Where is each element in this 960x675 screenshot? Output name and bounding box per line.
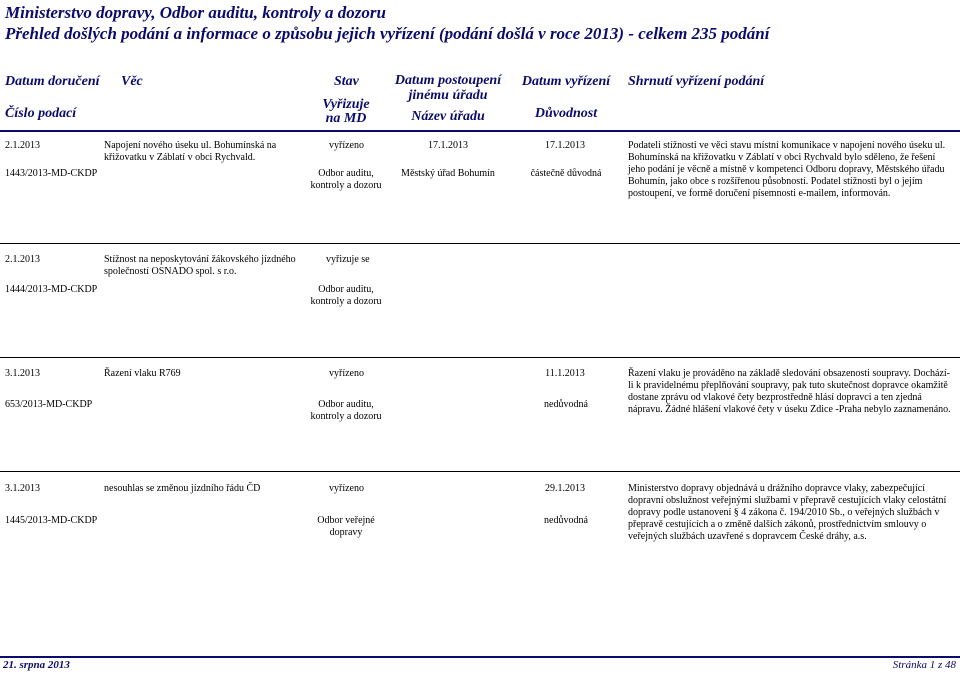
- col-datum-vyrizeni: Datum vyřízení: [521, 74, 611, 89]
- row-number: 1444/2013-MD-CKDP: [5, 284, 98, 295]
- row-status: vyřízeno: [329, 140, 364, 151]
- col-jinemu-uradu: jinému úřadu: [408, 88, 488, 103]
- row-date: 2.1.2013: [5, 140, 40, 151]
- row-status: vyřizuje se: [326, 254, 370, 265]
- page-title: Ministerstvo dopravy, Odbor auditu, kontroly a dozoru: [5, 3, 386, 22]
- col-duvodnost: Důvodnost: [534, 106, 598, 121]
- row-separator: [0, 471, 960, 472]
- row-merit: nedůvodná: [544, 515, 588, 526]
- row-date: 2.1.2013: [5, 254, 40, 265]
- row-merit: částečně důvodná: [530, 168, 602, 179]
- col-nazev-uradu: Název úřadu: [411, 109, 485, 124]
- row-date: 3.1.2013: [5, 483, 40, 494]
- row-handler: Odbor auditu, kontroly a dozoru: [310, 284, 382, 307]
- row-handler: Odbor veřejné dopravy: [317, 515, 375, 538]
- row-handler: Odbor auditu, kontroly a dozoru: [310, 168, 382, 191]
- row-summary: Řazení vlaku je prováděno na základě sledování obsazenosti soupravy. Dochází-li k pravidelnému přeplňování soupravy, pak tuto skutečnost dopravce okamžitě dostane zprávu od vlakové čety bezprostředně hlásí dopravci a ten zjedná nápravu. Žádné hlášení vlakové čety v úseku Zdice -Praha nebylo zaznamenáno.: [628, 368, 951, 415]
- footer-page-number: Stránka 1 z 48: [892, 659, 956, 671]
- page-subtitle: Přehled došlých podání a informace o způsobu jejich vyřízení (podání došlá v roce 2013) - celkem 235 podání: [5, 24, 770, 43]
- row-date: 3.1.2013: [5, 368, 40, 379]
- row-subject: nesouhlas se změnou jízdního řádu ČD: [104, 483, 261, 494]
- row-summary: Podateli stížnosti ve věci stavu místní komunikace v napojení nového úseku ul. Bohumínská na křižovatku v Záblatí v obci Rychvald bylo sděleno, že řešení jeho podání je věcně a místně v kompetenci Odboru dopravy, Městského úřadu Bohumín, jako obce s rozšířenou působností. Podatel stížnosti byl o jejím postoupení, ve formě doručení písemnosti e-mailem, informován.: [628, 140, 946, 199]
- footer-rule: [0, 656, 960, 658]
- row-handler: Odbor auditu, kontroly a dozoru: [310, 399, 382, 422]
- row-resolved-date: 17.1.2013: [545, 140, 585, 151]
- col-cislo-podaci: Číslo podací: [5, 106, 77, 121]
- row-office: Městský úřad Bohumín: [401, 168, 495, 179]
- row-separator: [0, 357, 960, 358]
- row-subject: Napojení nového úseku ul. Bohumínská na křižovatku v Záblatí v obci Rychvald.: [104, 140, 277, 163]
- col-na-md: na MD: [325, 111, 367, 126]
- row-status: vyřízeno: [329, 483, 364, 494]
- row-status: vyřízeno: [329, 368, 364, 379]
- col-datum-doruceni: Datum doručení: [5, 74, 100, 89]
- col-stav: Stav: [334, 74, 359, 89]
- row-forward-date: 17.1.2013: [428, 140, 468, 151]
- row-summary: Ministerstvo dopravy objednává u drážního dopravce vlaky, zabezpečující dopravní obslužnost veřejnými službami v přepravě cestujících vlaky celostátní dopravy podle ustanovení § 4 zákona č. 194/2010 Sb., o veřejných službách v přepravě cestujících a o změně dalších zákonů, prostřednictvím smlouvy o veřejných službách uzavřené s dopravcem České dráhy, a.s.: [628, 483, 947, 542]
- footer-date: 21. srpna 2013: [3, 659, 70, 671]
- row-resolved-date: 11.1.2013: [545, 368, 585, 379]
- row-number: 1443/2013-MD-CKDP: [5, 168, 98, 179]
- row-separator: [0, 243, 960, 244]
- row-subject: Řazení vlaku R769: [104, 368, 181, 379]
- col-vec: Věc: [121, 74, 143, 89]
- header-rule: [0, 130, 960, 132]
- row-subject: Stížnost na neposkytování žákovského jízdného společností OSNADO spol. s r.o.: [104, 254, 296, 277]
- row-resolved-date: 29.1.2013: [545, 483, 585, 494]
- col-shrnuti: Shrnutí vyřízení podání: [628, 74, 765, 89]
- row-number: 653/2013-MD-CKDP: [5, 399, 93, 410]
- col-datum-postoupeni: Datum postoupení: [394, 73, 502, 88]
- col-vyrizuje: Vyřizuje: [322, 97, 370, 112]
- row-number: 1445/2013-MD-CKDP: [5, 515, 98, 526]
- row-merit: nedůvodná: [544, 399, 588, 410]
